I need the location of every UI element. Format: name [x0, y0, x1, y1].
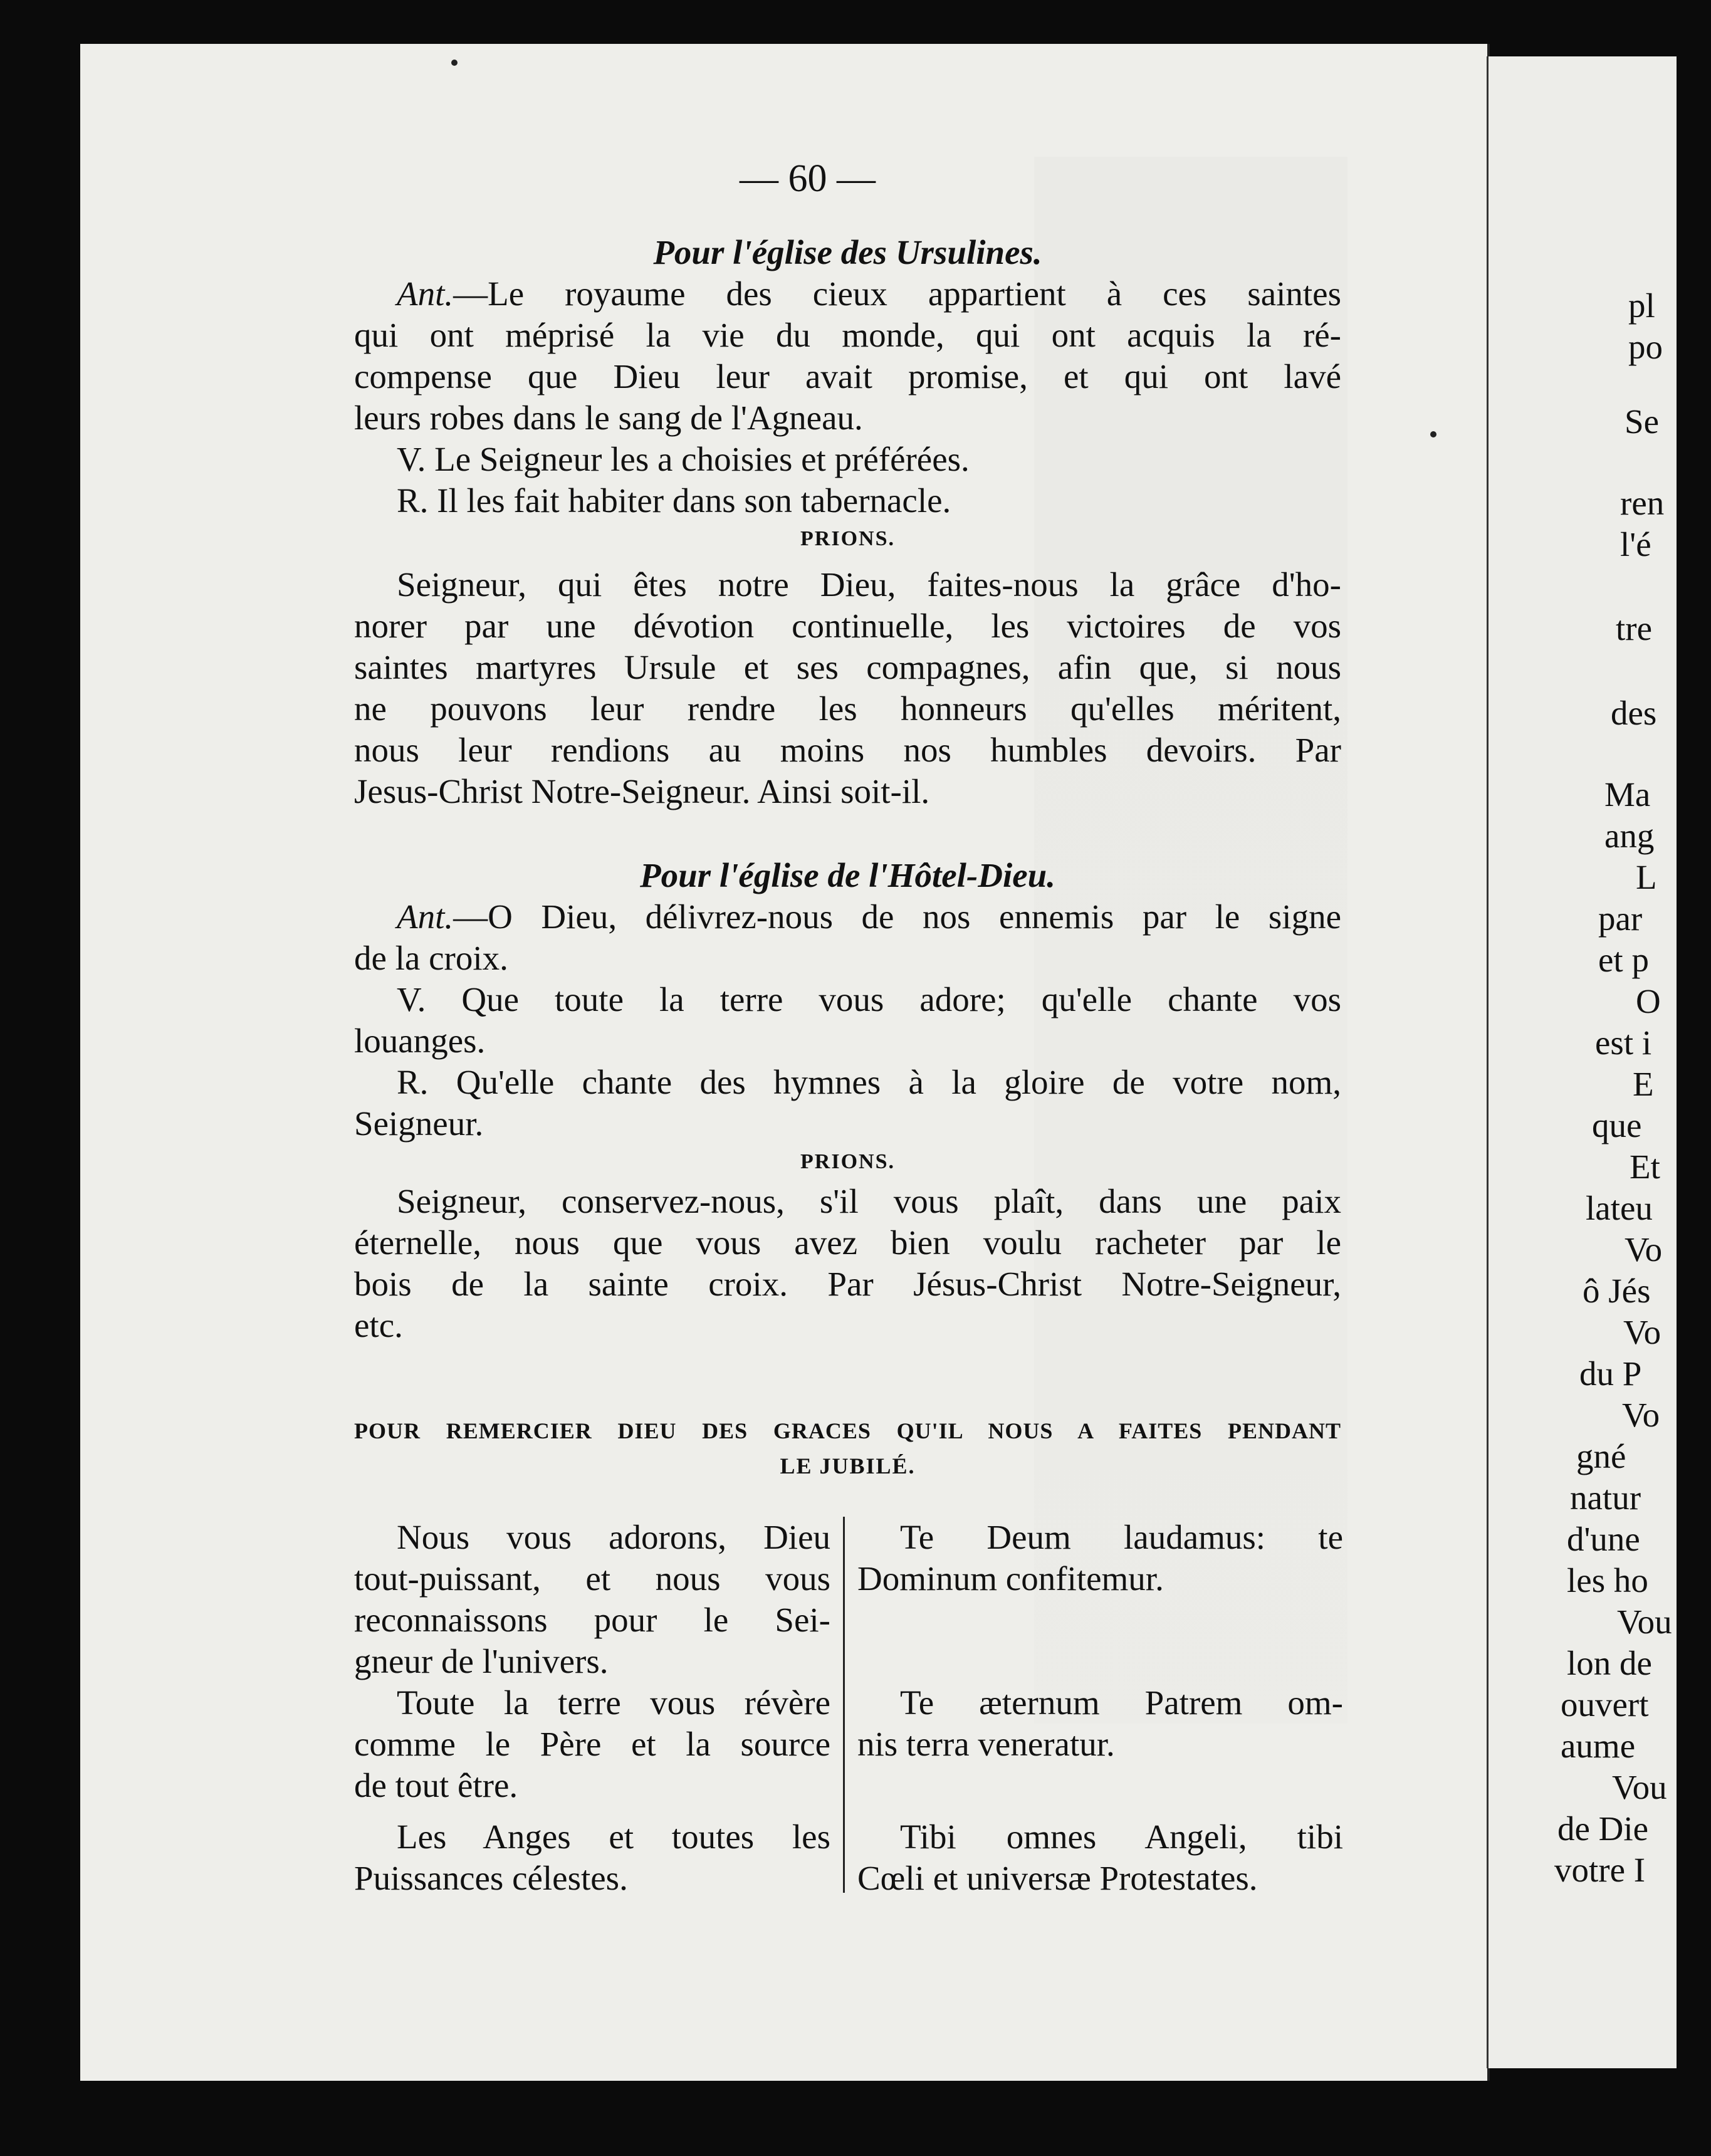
prayer-line: bois de la sainte croix. Par Jésus-Christ Notre-Seigneur, — [354, 1265, 1341, 1303]
facing-fragment: ren — [1620, 484, 1665, 522]
facing-fragment: pl — [1628, 286, 1655, 325]
facing-fragment: O — [1636, 982, 1661, 1020]
facing-fragment: Vou — [1612, 1768, 1667, 1806]
prayer-line: Seigneur, conservez-nous, s'il vous plaît, dans une paix — [397, 1182, 1341, 1220]
ant-label: Ant. — [397, 897, 454, 936]
prions-heading: PRIONS. — [800, 1150, 895, 1173]
facing-fragment: natur — [1570, 1478, 1641, 1517]
french-line: Nous vous adorons, Dieu — [397, 1518, 830, 1556]
ink-speck — [1430, 431, 1436, 437]
facing-fragment: l'é — [1620, 525, 1651, 563]
ant-label: Ant. — [397, 275, 454, 313]
column-divider — [843, 1517, 845, 1893]
response: R. Il les fait habiter dans son tabernacle. — [397, 481, 951, 520]
facing-fragment: Et — [1630, 1148, 1660, 1186]
antiphon-text: —Le royaume des cieux appartient à ces saintes — [453, 275, 1341, 313]
prayer-line: éternelle, nous que vous avez bien voulu racheter par le — [354, 1223, 1341, 1262]
antiphon-text: —O Dieu, délivrez-nous de nos ennemis par le signe — [453, 897, 1341, 936]
prayer-line: etc. — [354, 1306, 403, 1344]
antiphon-line: leurs robes dans le sang de l'Agneau. — [354, 399, 863, 437]
response: R. Qu'elle chante des hymnes à la gloire de votre nom, — [397, 1063, 1341, 1101]
facing-fragment: lon de — [1567, 1644, 1652, 1682]
facing-fragment: lateu — [1586, 1189, 1653, 1227]
latin-line: nis terra veneratur. — [857, 1725, 1115, 1763]
facing-fragment: du P — [1579, 1354, 1642, 1393]
facing-fragment: Se — [1625, 402, 1659, 441]
facing-fragment: Vou — [1617, 1603, 1672, 1641]
antiphon-line: compense que Dieu leur avait promise, et qui ont lavé — [354, 357, 1341, 395]
prayer-line: ne pouvons leur rendre les honneurs qu'elles méritent, — [354, 689, 1341, 728]
facing-fragment: Vo — [1622, 1396, 1660, 1434]
facing-fragment: ô Jés — [1583, 1272, 1651, 1310]
antiphon-line: de la croix. — [354, 939, 508, 977]
facing-fragment: Ma — [1604, 775, 1651, 814]
facing-fragment: ouvert — [1561, 1685, 1649, 1724]
french-line: Toute la terre vous révère — [397, 1683, 830, 1722]
facing-fragment: ang — [1604, 817, 1655, 855]
section-title-line: LE JUBILÉ. — [780, 1453, 916, 1478]
facing-fragment: et p — [1598, 941, 1649, 979]
facing-fragment: E — [1633, 1065, 1654, 1103]
prayer-line: Seigneur, qui êtes notre Dieu, faites-nous la grâce d'ho- — [397, 565, 1341, 604]
facing-fragment: aume — [1561, 1727, 1636, 1765]
prayer-line: norer par une dévotion continuelle, les victoires de vos — [354, 607, 1341, 645]
french-line: Les Anges et toutes les — [397, 1818, 830, 1856]
latin-line: Te æternum Patrem om- — [900, 1683, 1343, 1722]
latin-line: Te Deum laudamus: te — [900, 1518, 1343, 1556]
facing-fragment: des — [1611, 694, 1657, 732]
facing-fragment: d'une — [1567, 1520, 1640, 1558]
antiphon-line — [354, 273, 1341, 315]
french-line: de tout être. — [354, 1766, 518, 1804]
latin-line: Cœli et universæ Protestates. — [857, 1859, 1258, 1897]
antiphon-line: qui ont méprisé la vie du monde, qui ont acquis la ré- — [354, 316, 1341, 354]
prions-heading: PRIONS. — [800, 527, 895, 550]
section-heading: Pour l'église de l'Hôtel-Dieu. — [640, 856, 1055, 894]
versicle: louanges. — [354, 1022, 486, 1060]
facing-fragment: les ho — [1567, 1561, 1648, 1599]
facing-fragment: que — [1592, 1106, 1642, 1144]
facing-fragment: Vo — [1623, 1313, 1661, 1351]
facing-fragment: gné — [1576, 1437, 1626, 1475]
latin-line: Dominum confitemur. — [857, 1559, 1164, 1598]
french-line: reconnaissons pour le Sei- — [354, 1601, 830, 1639]
section-heading: Pour l'église des Ursulines. — [653, 233, 1042, 271]
facing-fragment: po — [1628, 328, 1663, 366]
section-title-line: POUR REMERCIER DIEU DES GRACES QU'IL NOUS A FAITES PENDANT — [354, 1418, 1341, 1443]
facing-fragment: par — [1598, 899, 1643, 938]
response: Seigneur. — [354, 1104, 484, 1143]
french-line: tout-puissant, et nous vous — [354, 1559, 830, 1598]
facing-fragment: est i — [1595, 1023, 1652, 1062]
facing-fragment: L — [1636, 858, 1657, 896]
facing-fragment: tre — [1616, 609, 1653, 647]
facing-fragment: Vo — [1625, 1230, 1663, 1269]
french-line: comme le Père et la source — [354, 1725, 830, 1763]
page-number: — 60 — — [740, 157, 876, 200]
prayer-line: Jesus-Christ Notre-Seigneur. Ainsi soit-il. — [354, 772, 930, 810]
prayer-line: saintes martyres Ursule et ses compagnes, afin que, si nous — [354, 648, 1341, 686]
antiphon-line — [354, 896, 1341, 938]
versicle: V. Que toute la terre vous adore; qu'elle chante vos — [397, 980, 1341, 1018]
facing-fragment: votre I — [1554, 1851, 1646, 1889]
ink-speck — [451, 60, 458, 66]
versicle: V. Le Seigneur les a choisies et préférées. — [397, 440, 970, 478]
french-line: Puissances célestes. — [354, 1859, 628, 1897]
facing-fragment: de Die — [1557, 1809, 1649, 1848]
latin-line: Tibi omnes Angeli, tibi — [900, 1818, 1343, 1856]
french-line: gneur de l'univers. — [354, 1642, 609, 1680]
prayer-line: nous leur rendions au moins nos humbles devoirs. Par — [354, 731, 1341, 769]
